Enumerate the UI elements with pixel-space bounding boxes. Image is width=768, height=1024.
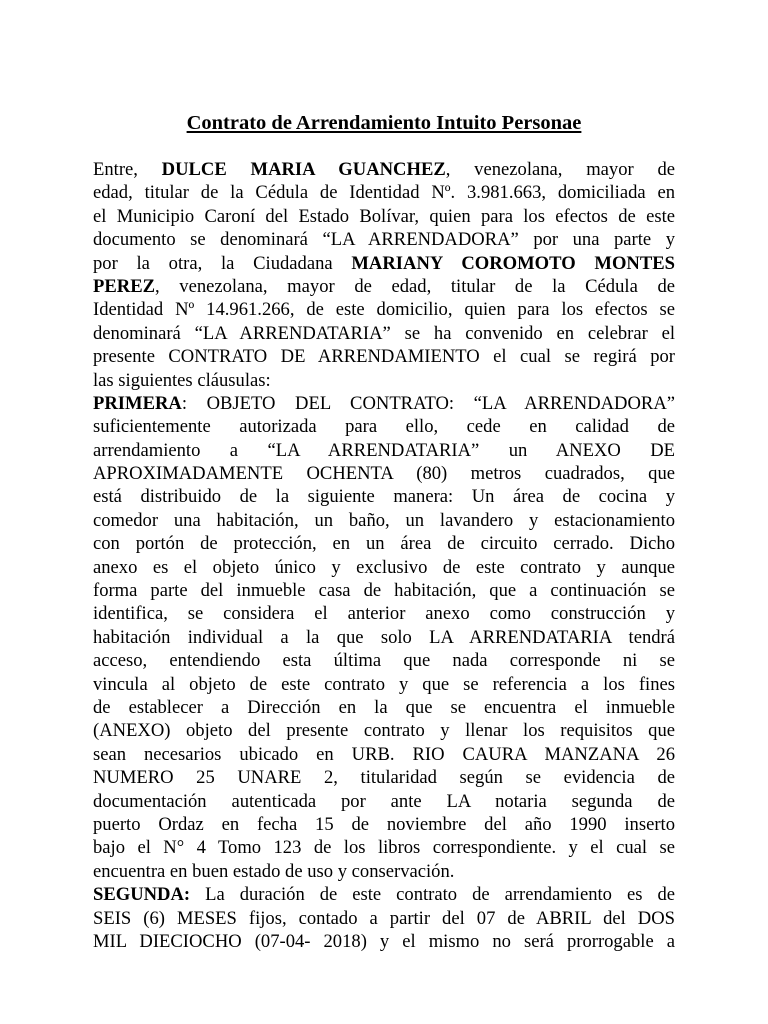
text-segment: suficientemente autorizada para ello, cede en calidad de: [93, 416, 675, 438]
document-line: [93, 790, 675, 813]
text-segment: está distribuido de la siguiente manera: Un área de cocina y: [93, 486, 675, 508]
text-segment: bajo el N° 4 Tomo 123 de los libros correspondiente. y el cual se: [93, 837, 675, 859]
text-segment: documento se denominará “LA ARRENDADORA” por una parte y: [93, 229, 675, 251]
text-segment: NUMERO 25 UNARE 2, titularidad según se evidencia de: [93, 767, 675, 789]
text-segment: las siguientes cláusulas:: [93, 369, 271, 391]
document-line: [93, 392, 675, 415]
document-line: [93, 205, 675, 228]
text-segment: : OBJETO DEL CONTRATO: “LA ARRENDADORA”: [181, 392, 675, 414]
document-line: [93, 252, 675, 275]
text-segment: SEIS (6) MESES fijos, contado a partir del 07 de ABRIL del DOS: [93, 907, 675, 929]
document-body: [93, 158, 675, 953]
document-line: [93, 181, 675, 204]
document-line: [93, 696, 675, 719]
document-line: [93, 649, 675, 672]
text-segment: comedor una habitación, un baño, un lavandero y estacionamiento: [93, 509, 675, 531]
text-segment: forma parte del inmueble casa de habitación, que a continuación se: [93, 580, 675, 602]
document-line: [93, 556, 675, 579]
text-segment: el Municipio Caroní del Estado Bolívar, quien para los efectos de este: [93, 205, 675, 227]
document-line: [93, 673, 675, 696]
text-segment: edad, titular de la Cédula de Identidad Nº. 3.981.663, domiciliada en: [93, 182, 675, 204]
text-segment: vincula al objeto de este contrato y que se referencia a los fines: [93, 673, 675, 695]
document-line: [93, 158, 675, 181]
document-line: [93, 743, 675, 766]
document-line: [93, 345, 675, 368]
document-line: [93, 228, 675, 251]
text-segment: con portón de protección, en un área de circuito cerrado. Dicho: [93, 533, 675, 555]
text-segment: Identidad Nº 14.961.266, de este domicilio, quien para los efectos se: [93, 299, 675, 321]
text-segment: La duración de este contrato de arrendamiento es de: [190, 884, 675, 906]
bold-text-segment: PEREZ: [93, 275, 155, 297]
bold-text-segment: DULCE MARIA GUANCHEZ: [161, 159, 446, 180]
text-segment: Entre,: [93, 159, 162, 180]
text-segment: , venezolana, mayor de: [445, 159, 675, 180]
document-line: [93, 883, 675, 906]
document-line: [93, 579, 675, 602]
document-line: [93, 626, 675, 649]
document-line: [93, 509, 675, 532]
document-line: [93, 813, 675, 836]
text-segment: encuentra en buen estado de uso y conservación.: [93, 860, 455, 882]
text-segment: denominará “LA ARRENDATARIA” se ha convenido en celebrar el: [93, 322, 675, 344]
bold-text-segment: MARIANY COROMOTO MONTES: [351, 252, 675, 274]
text-segment: arrendamiento a “LA ARRENDATARIA” un ANEXO DE: [93, 439, 675, 461]
text-segment: sean necesarios ubicado en URB. RIO CAURA MANZANA 26: [93, 743, 675, 765]
text-segment: presente CONTRATO DE ARRENDAMIENTO el cual se regirá por: [93, 346, 675, 368]
document-line: [93, 836, 675, 859]
text-segment: habitación individual a la que solo LA ARRENDATARIA tendrá: [93, 626, 675, 648]
text-segment: de establecer a Dirección en la que se encuentra el inmueble: [93, 696, 675, 718]
text-segment: , venezolana, mayor de edad, titular de la Cédula de: [155, 275, 675, 297]
bold-text-segment: SEGUNDA:: [93, 884, 191, 906]
text-segment: anexo es el objeto único y exclusivo de este contrato y aunque: [93, 556, 675, 578]
text-segment: acceso, entendiendo esta última que nada corresponde ni se: [93, 650, 675, 672]
text-segment: por la otra, la Ciudadana: [93, 252, 352, 274]
bold-text-segment: PRIMERA: [93, 392, 182, 414]
text-segment: APROXIMADAMENTE OCHENTA (80) metros cuadrados, que: [93, 463, 675, 485]
document-line: [93, 275, 675, 298]
text-segment: identifica, se considera el anterior anexo como construcción y: [93, 603, 675, 625]
document-line: [93, 532, 675, 555]
document-line: [93, 369, 675, 392]
document-line: [93, 907, 675, 930]
document-line: [93, 719, 675, 742]
text-segment: documentación autenticada por ante LA notaria segunda de: [93, 790, 675, 812]
document-line: [93, 439, 675, 462]
document-line: [93, 485, 675, 508]
document-line: [93, 298, 675, 321]
text-segment: (ANEXO) objeto del presente contrato y llenar los requisitos que: [93, 720, 675, 742]
document-line: [93, 930, 675, 953]
document-line: [93, 415, 675, 438]
document-title: [0, 110, 768, 136]
text-segment: MIL DIECIOCHO (07-04- 2018) y el mismo no será prorrogable a: [93, 930, 675, 952]
text-segment: puerto Ordaz en fecha 15 de noviembre del año 1990 inserto: [93, 813, 675, 835]
document-line: [93, 462, 675, 485]
document-line: [93, 602, 675, 625]
document-line: [93, 322, 675, 345]
document-line: [93, 766, 675, 789]
document-line: [93, 860, 675, 883]
document-title-text: Contrato de Arrendamiento Intuito Personae: [186, 112, 582, 134]
